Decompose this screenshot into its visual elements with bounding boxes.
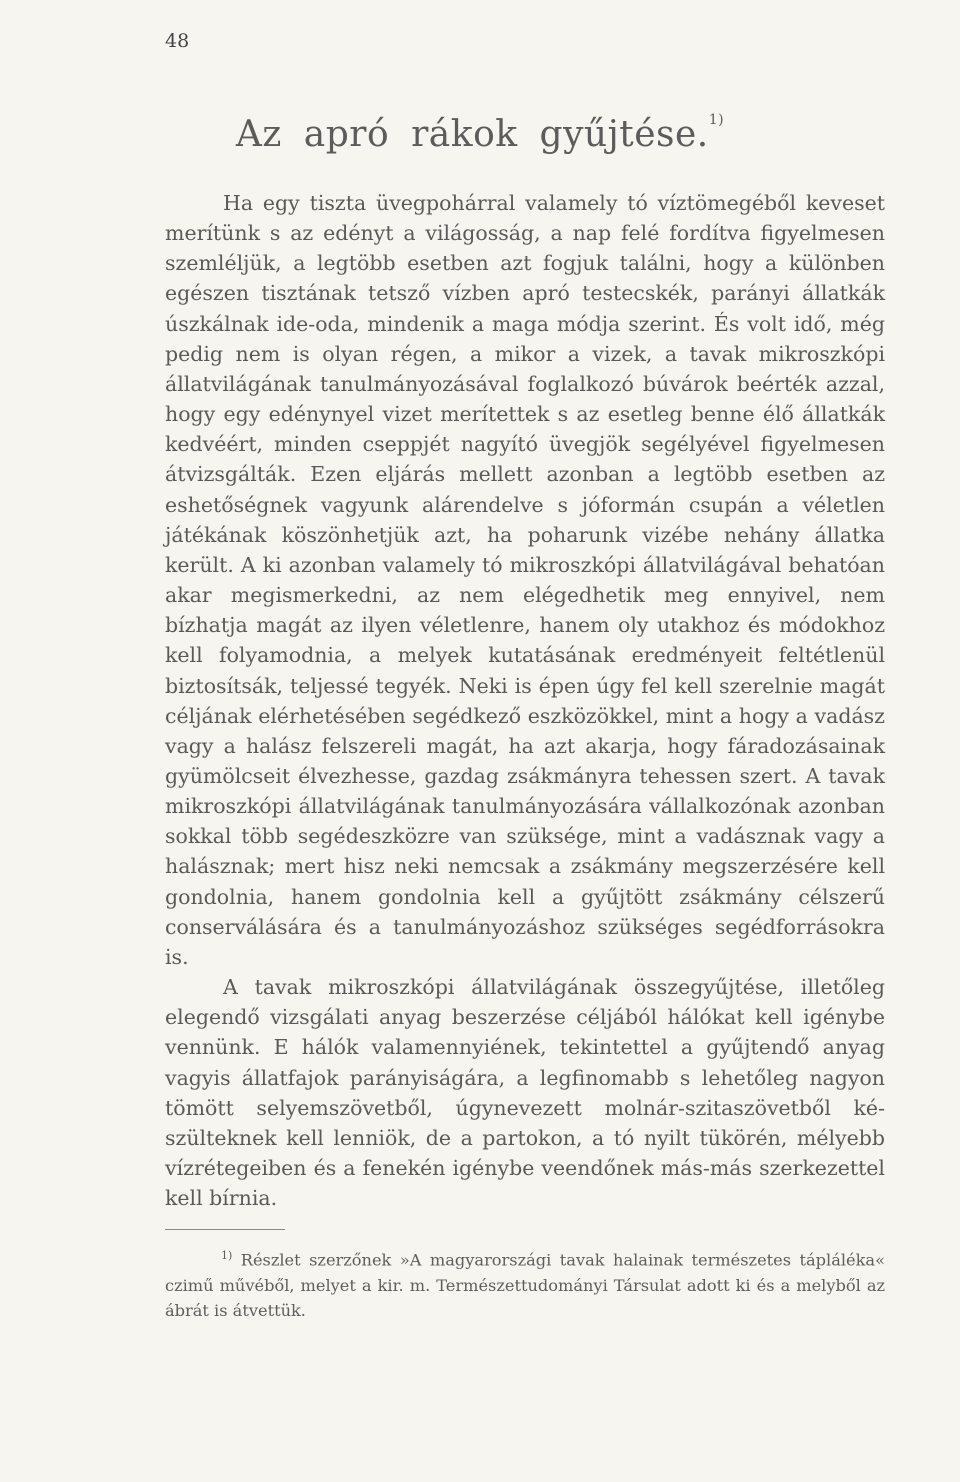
page-number: 48 xyxy=(165,30,190,52)
title-footnote-mark: 1) xyxy=(708,112,725,128)
footnote-mark: 1) xyxy=(221,1249,233,1262)
footnote-divider xyxy=(165,1229,285,1230)
paragraph-2: A tavak mikroszkópi állatvilágának összegyűjtése, illetőleg elegendő vizsgálati anyag beszerzése céljából hálókat kell igénybe vennünk. E hálók valamennyiének, tekintettel a gyűjtendő anyag vagyis állatfajok parányiságára, a legfinomabb s lehetőleg nagyon tömött selyemszövetből, úgynevezett molnár-szitaszövetből készülteknek kell lenniök, de a partokon, a tó nyilt tükörén, mélyebb vízrétegeiben és a fenekén igénybe veendőnek más-más szerkezettel kell bírnia. xyxy=(165,975,885,1211)
paragraph-1: Ha egy tiszta üvegpohárral valamely tó víztömegéből keveset merítünk s az edényt a világosság, a nap felé fordítva figyelmesen szemléljük, a legtöbb esetben azt fogjuk találni, hogy a különben egészen tisztának tetsző vízben apró testecskék, parányi állatkák úszkálnak ide-oda, mindenik a maga módja szerint. És volt idő, még pedig nem is olyan régen, a mikor a vizek, a tavak mikroszkópi állatvilágának tanulmányozásával foglalkozó búvárok beérték azzal, hogy egy edénynyel vizet merítettek s az esetleg benne élő állatkák kedvéért, minden cseppjét nagyító üvegjök segélyével figyelmesen átvizsgálták. Ezen eljárás mellett azonban a legtöbb esetben az eshetőségnek vagyunk alárendelve s jóformán csupán a véletlen játékának köszönhetjük azt, ha poharunk vizébe nehány állatka került. A ki azonban valamely tó mikroszkópi állatvilágával behatóan akar megismerkedni, az nem elégedhetik meg ennyivel, nem bízhatja magát az ilyen véletlenre, hanem oly utakhoz és módokhoz kell folyamodnia, a melyek kutatásának eredményeit feltétlenül biztosítsák, teljessé tegyék. Neki is épen úgy fel kell szerelnie magát céljának elérhetésében segédkező eszközökkel, mint a hogy a vadász vagy a halász felszereli magát, ha azt akarja, hogy fáradozásainak gyümölcseit élvezhesse, gazdag zsákmányra tehessen szert. A tavak mikroszkópi állatvilágának tanulmányozására vállalkozónak azonban sokkal több segédeszközre van szüksége, mint a vadásznak vagy a halásznak; mert hisz neki nemcsak a zsákmány megszerzésére kell gondolnia, hanem gondolnia kell a gyűjtött zsákmány célszerű conserválására és a tanulmányozáshoz szükséges segédforrásokra is. xyxy=(165,191,885,969)
footnote-text: Részlet szerzőnek »A magyarországi tavak halainak természetes tápláléka« czimű művéből, melyet a kir. m. Természettudományi Társulat adott ki és a melyből az ábrát is átvettük. xyxy=(165,1250,885,1321)
chapter-title-text: Az apró rákok gyűjtése. xyxy=(235,114,709,155)
footnote xyxy=(165,1243,885,1324)
body-text xyxy=(165,188,885,1213)
chapter-title xyxy=(0,112,960,155)
